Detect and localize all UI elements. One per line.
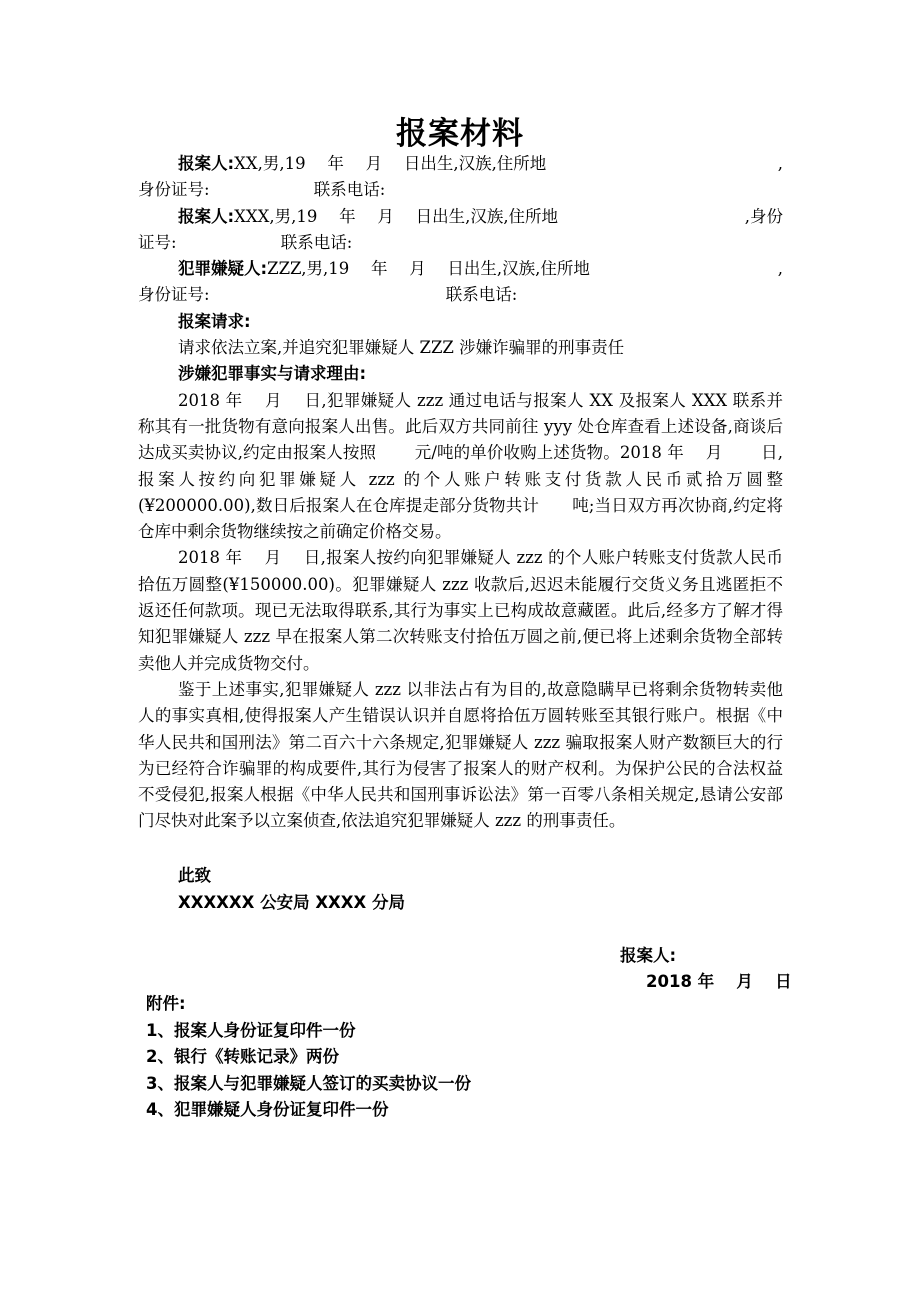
document-title: 报案材料 bbox=[396, 116, 524, 152]
reporter-1-details: XX,男,19 年 月 日出生,汉族,住所地 bbox=[234, 154, 547, 173]
attachments-section bbox=[146, 991, 471, 1124]
facts-heading: 涉嫌犯罪事实与请求理由: bbox=[178, 364, 367, 384]
suspect-line2: 身份证号: 联系电话: bbox=[138, 285, 518, 305]
reporter-2-label: 报案人: bbox=[178, 206, 235, 226]
attachment-item: 3、报案人与犯罪嫌疑人签订的买卖协议一份 bbox=[146, 1073, 471, 1093]
facts-paragraph-3: 鉴于上述事实,犯罪嫌疑人 zzz 以非法占有为目的,故意隐瞒早已将剩余货物转卖他人的事实真相,使得报案人产生错误认识并自愿将拾伍万圆转账至其银行账户。根据《中华人民共和国刑法》第二百六十六条规定,犯罪嫌疑人 zzz 骗取报案人财产数额巨大的行为已经符合诈骗罪的构成要件,其行为侵害了报案人的财产权利。为保护公民的合法权益不受侵犯,报案人根据《中华人民共和国刑事诉讼法》第一百零八条相关规定,恳请公安部门尽快对此案予以立案侦查,依法追究犯罪嫌疑人 zzz 的刑事责任。 bbox=[138, 679, 783, 831]
facts-paragraph-1: 2018 年 月 日,犯罪嫌疑人 zzz 通过电话与报案人 XX 及报案人 XXX 联系并称其有一批货物有意向报案人出售。此后双方共同前往 yyy 处仓库查看上述设备,商谈后达成买卖协议,约定由报案人按照 元/吨的单价收购上述货物。2018 年 月 日,报案人按约向犯罪嫌疑人 zzz 的个人账户转账支付货款人民币贰拾万圆整(¥200000.00),数日后报案人在仓库提走部分货物共计 吨;当日双方再次协商,约定将仓库中剩余货物继续按之前确定价格交易。 bbox=[138, 390, 783, 542]
request-heading: 报案请求: bbox=[178, 311, 251, 331]
reporter-2-details: XXX,男,19 年 月 日出生,汉族,住所地 bbox=[234, 206, 559, 226]
request-text: 请求依法立案,并追究犯罪嫌疑人 ZZZ 涉嫌诈骗罪的刑事责任 bbox=[178, 338, 625, 358]
signature-label: 报案人: bbox=[620, 946, 677, 965]
document-body bbox=[138, 151, 783, 835]
suspect-tail: , bbox=[777, 259, 783, 279]
reporter-1-line2: 身份证号: 联系电话: bbox=[138, 180, 386, 200]
facts-paragraph-2: 2018 年 月 日,报案人按约向犯罪嫌疑人 zzz 的个人账户转账支付货款人民币拾伍万圆整(¥150000.00)。犯罪嫌疑人 zzz 收款后,迟迟未能履行交货义务且逃匿拒不返还任何款项。现已无法取得联系,其行为事实上已构成故意藏匿。此后,经多方了解才得知犯罪嫌疑人 zzz 早在报案人第二次转账支付拾伍万圆之前,便已将上述剩余货物全部转卖他人并完成货物交付。 bbox=[138, 548, 783, 673]
attachments-heading: 附件: bbox=[146, 994, 186, 1013]
reporter-2-line bbox=[138, 204, 783, 230]
reporter-2-line2: 证号: 联系电话: bbox=[138, 232, 353, 252]
reporter-2-tail: ,身份 bbox=[744, 206, 783, 226]
signature-date: 2018 年 月 日 bbox=[646, 972, 792, 991]
reporter-1-line bbox=[138, 151, 783, 177]
closing-salute: 此致 bbox=[178, 866, 211, 885]
suspect-details: ZZZ,男,19 年 月 日出生,汉族,住所地 bbox=[267, 259, 590, 279]
closing-recipient: XXXXXX 公安局 XXXX 分局 bbox=[178, 893, 405, 912]
reporter-1-tail: , bbox=[777, 154, 783, 173]
reporter-1-label: 报案人: bbox=[178, 154, 235, 173]
attachment-item: 4、犯罪嫌疑人身份证复印件一份 bbox=[146, 1100, 389, 1119]
attachment-item: 1、报案人身份证复印件一份 bbox=[146, 1020, 356, 1040]
attachment-item: 2、银行《转账记录》两份 bbox=[146, 1047, 339, 1066]
suspect-line bbox=[138, 256, 783, 282]
suspect-label: 犯罪嫌疑人: bbox=[178, 259, 268, 279]
